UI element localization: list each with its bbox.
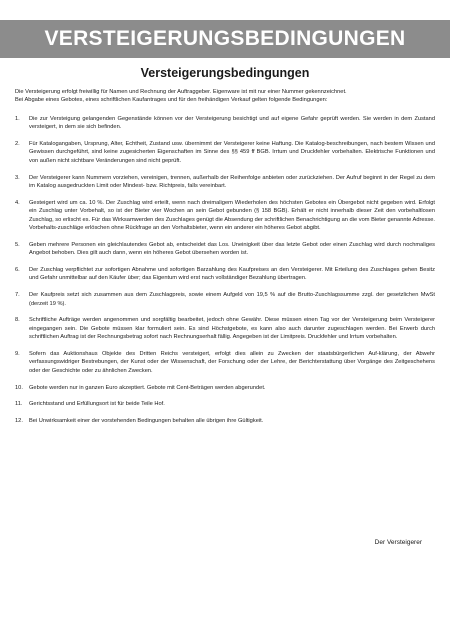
conditions-list (15, 115, 435, 426)
condition-item (15, 266, 435, 283)
condition-text: Gerichtsstand und Erfüllungsort ist für beide Teile Hof. (29, 401, 165, 408)
document-title: Versteigerungsbedingungen (140, 66, 310, 80)
condition-text: Gesteigert wird um ca. 10 %. Der Zuschlag wird erteilt, wenn nach dreimaligem Wiederholen des höchsten Gebotes ein Übergebot nicht gegeben wird. Erfolgt ein Zuschlag unter Vorbehalt, so ist der Bieter vier Wochen an sein Gebot gebunden (§ 158 BGB). Erhält er nicht innerhalb dieser Zeit den vorbehaltlosen Zuschlag, so erlischt es. Für das Wirksamwerden des Zuschlages genügt die Absendung der schriftlichen Benachrichtigung an die vom Bieter genannte Adresse. Vorbehalts-zuschläge erlöschen ohne Rückfrage an den Vorhaltsbieter, wenn ein anderer ein höheres Gebot abgibt. (29, 199, 435, 232)
condition-text: Der Versteigerer kann Nummern vorziehen, vereinigen, trennen, außerhalb der Reihenfolge anbieten oder zurückziehen. Der Aufruf beginnt in der Regel zu dem im Katalog ausgedruckten Limit oder Mindest- bzw. Richtpreis, falls vereinbart. (29, 174, 435, 190)
condition-item (15, 384, 435, 392)
condition-text: Geben mehrere Personen ein gleichlautendes Gebot ab, entscheidet das Los. Uneinigkeit über das letzte Gebot oder einen Zuschlag wird durch nochmaliges Angebot behoben. Dies gilt auch dann, wenn ein höheres Gebot übersehen worden ist. (29, 241, 435, 257)
condition-text: Für Katalogangaben, Ursprung, Alter, Echtheit, Zustand usw. übernimmt der Versteigerer keine Haftung. Die Katalog-beschreibungen, nach bestem Wissen und Gewissen durchgeführt, sind keine zugesicherten Eigenschaften im Sinne des §§ 459 ff BGB. Irrtum und Druckfehler vorbehalten. Elektrische Funktionen und von außen nicht sichtbare Veränderungen sind nicht geprüft. (29, 141, 435, 164)
condition-text: Die zur Versteigung gelangenden Gegenstände können vor der Versteigerung besichtigt und auf eigene Gefahr geprüft werden. Sie werden in dem Zustand versteigert, in dem sie sich befinden. (29, 115, 435, 131)
condition-number: 4. (15, 199, 20, 206)
condition-text: Bei Unwirksamkeit einer der vorstehenden Bedingungen behalten alle übrigen ihre Gültigkeit. (29, 418, 264, 425)
condition-number: 3. (15, 174, 20, 181)
document-body (15, 88, 435, 434)
condition-item (15, 199, 435, 233)
condition-item (15, 174, 435, 191)
condition-number: 2. (15, 141, 20, 148)
condition-text: Der Kaufpreis setzt sich zusammen aus dem Zuschlagpreis, sowie einem Aufgeld von 19,5 % auf die Brutto-Zuschlagssumme zzgl. der gesetzlichen MwSt (derzeit 19 %). (29, 292, 435, 307)
condition-number: 5. (15, 241, 20, 248)
condition-item (15, 417, 435, 425)
condition-number: 1. (15, 115, 20, 122)
condition-number: 10. (15, 384, 23, 391)
condition-item (15, 350, 435, 375)
intro-paragraph (15, 88, 435, 105)
condition-text: Der Zuschlag verpflichtet zur sofortigen Abnahme und sofortigen Barzahlung des Kaufpreises an den Versteigerer. Mit Erteilung des Zuschlages gehen Besitz und Gefahr unmittelbar auf den Käufer über; das Eigentum wird erst nach vollständiger Bezahlung übertragen. (29, 267, 435, 282)
banner-title: VERSTEIGERUNGSBEDINGUNGEN (44, 27, 406, 50)
condition-number: 9. (15, 351, 20, 358)
condition-text: Schriftliche Aufträge werden angenommen und sorgfältig bearbeitet, jedoch ohne Gewähr. Diese müssen einen Tag vor der Versteigerung beim Versteigerer eingegangen sein. Die Gebote müssen klar formuliert sein. Es sind Höchstgebote, es kann also auch darunter zugeschlagen werden. Bei Erwerb durch schriftlichen Auftrag ist der Rechnungsbetrag sofort nach Rechnungserhalt fällig. Angegeben ist der Limitpreis. Druckfehler und Irrtum vorbehalten. (29, 317, 435, 341)
condition-item (15, 400, 435, 408)
condition-number: 8. (15, 317, 20, 324)
condition-item (15, 115, 435, 132)
signature: Der Versteigerer (374, 539, 422, 546)
condition-item (15, 140, 435, 165)
condition-item (15, 316, 435, 341)
condition-number: 6. (15, 267, 20, 274)
condition-item (15, 291, 435, 308)
intro-line: Bei Abgabe eines Gebotes, eines schriftlichen Kaufantrages und für den freihändigen Verkauf gelten folgende Bedingungen: (15, 97, 328, 104)
condition-item (15, 241, 435, 258)
condition-number: 7. (15, 292, 20, 299)
header-banner (0, 20, 450, 58)
intro-line: Die Versteigerung erfolgt freiwillig für Namen und Rechnung der Auftraggeber. Eigenware ist mit nur einer Nummer gekennzeichnet. (15, 89, 347, 95)
condition-text: Sofern das Auktionshaus Objekte des Dritten Reichs versteigert, erfolgt dies allein zu Zwecken der staatsbürgerlichen Auf-klärung, der Abwehr verfassungswidriger Bestrebungen, der Kunst oder der Wissenschaft, der Forschung oder der Lehre, der Berichterstattung über Vorgänge des Zeitgeschehens oder der Geschichte oder zu ähnlichen Zwecken. (29, 351, 435, 374)
condition-number: 12. (15, 418, 23, 425)
condition-text: Gebote werden nur in ganzen Euro akzeptiert. Gebote mit Cent-Beträgen werden abgerundet. (29, 384, 266, 391)
condition-number: 11. (15, 401, 23, 408)
